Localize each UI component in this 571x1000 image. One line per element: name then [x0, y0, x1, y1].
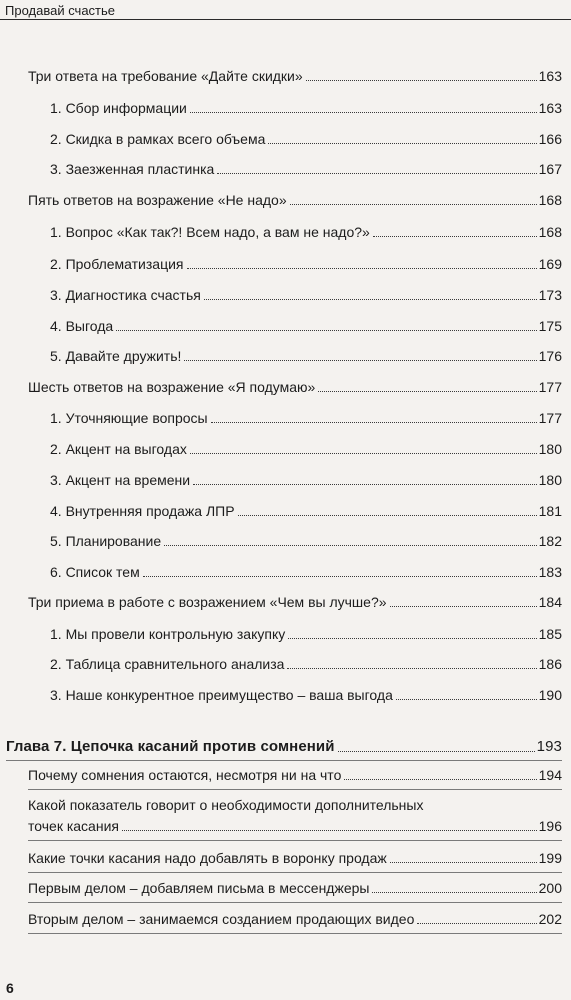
toc-entry: [50, 502, 562, 520]
toc-entry: [28, 910, 562, 928]
toc-entry-label: 3. Заезженная пластинка: [50, 161, 215, 177]
toc-entry: [50, 655, 562, 673]
toc-entry-page: 176: [538, 348, 562, 364]
toc-entry: [28, 593, 562, 611]
entry-underline: [28, 840, 562, 841]
chapter-heading: [6, 738, 562, 756]
toc-entry-label: Почему сомнения остаются, несмотря ни на что: [28, 767, 342, 783]
toc-entry-label: 5. Планирование: [50, 533, 162, 549]
toc-entry-label: Первым делом – добавляем письма в мессенджеры: [28, 880, 370, 896]
toc-entry: [28, 191, 562, 209]
dot-leader: [287, 668, 536, 669]
toc-entry-page: 180: [538, 472, 562, 488]
chapter-page: 193: [536, 738, 562, 755]
toc-entry: [28, 766, 562, 784]
dot-leader: [290, 204, 537, 205]
toc-entry-label: 2. Проблематизация: [50, 256, 184, 272]
running-header: [0, 0, 571, 22]
toc-entry-label: Три приема в работе с возражением «Чем вы лучше?»: [28, 594, 387, 610]
toc-entry: [28, 817, 562, 835]
toc-entry-label: точек касания: [28, 818, 119, 834]
dot-leader: [417, 923, 536, 924]
toc-entry: [50, 99, 562, 117]
dot-leader: [238, 515, 537, 516]
entry-underline: [28, 933, 562, 934]
toc-entry-page: 180: [538, 441, 562, 457]
toc-entry-label: 1. Мы провели контрольную закупку: [50, 626, 286, 642]
dot-leader: [184, 360, 536, 361]
toc-entry-label: Пять ответов на возражение «Не надо»: [28, 192, 287, 208]
dot-leader: [143, 576, 537, 577]
toc-entry-label: 2. Таблица сравнительного анализа: [50, 656, 285, 672]
book-title: Продавай счастье: [5, 3, 116, 18]
dot-leader: [318, 391, 536, 392]
toc-entry-page: 166: [538, 131, 562, 147]
toc-entry-label: 2. Акцент на выгодах: [50, 441, 187, 457]
toc-entry-page: 202: [538, 911, 562, 927]
dot-leader: [164, 545, 537, 546]
dot-leader: [390, 862, 537, 863]
toc-entry-page: 196: [538, 818, 562, 834]
toc-entry-page: 200: [538, 880, 562, 896]
toc-entry-label: Три ответа на требование «Дайте скидки»: [28, 68, 303, 84]
dot-leader: [187, 268, 537, 269]
toc-entry-page: 190: [538, 687, 562, 703]
toc-entry-label: 3. Наше конкурентное преимущество – ваша выгода: [50, 687, 393, 703]
dot-leader: [116, 330, 536, 331]
toc-entry-page: 185: [538, 626, 562, 642]
toc-entry: [28, 879, 562, 897]
dot-leader: [338, 751, 535, 752]
toc-entry: [50, 223, 562, 241]
dot-leader: [190, 112, 537, 113]
dot-leader: [122, 830, 537, 831]
header-rule: [0, 19, 571, 20]
toc-entry-page: 177: [538, 410, 562, 426]
toc-entry: [50, 563, 562, 581]
dot-leader: [190, 453, 537, 454]
toc-entry-label: 4. Выгода: [50, 318, 114, 334]
toc-entry-page: 168: [538, 224, 562, 240]
toc-entry: [50, 317, 562, 335]
dot-leader: [396, 699, 537, 700]
toc-entry-page: 163: [538, 68, 562, 84]
page-number: 6: [6, 980, 14, 996]
toc-entry-page: 182: [538, 533, 562, 549]
toc-entry-label: Шесть ответов на возражение «Я подумаю»: [28, 379, 316, 395]
toc-entry: [50, 286, 562, 304]
dot-leader: [306, 80, 537, 81]
dot-leader: [211, 422, 537, 423]
toc-entry-page: 186: [538, 656, 562, 672]
toc-entry: [50, 440, 562, 458]
toc-entry: [50, 625, 562, 643]
entry-underline: [28, 789, 562, 790]
chapter-title: Глава 7. Цепочка касаний против сомнений: [6, 738, 335, 755]
toc-entry: [50, 255, 562, 273]
toc-entry: [50, 686, 562, 704]
toc-entry-label: 3. Акцент на времени: [50, 472, 191, 488]
toc-entry-label: 2. Скидка в рамках всего объема: [50, 131, 266, 147]
toc-entry: [50, 409, 562, 427]
toc-entry-page: 181: [538, 503, 562, 519]
toc-entry: [28, 849, 562, 867]
toc-entry-page: 194: [538, 767, 562, 783]
toc-entry-page: 163: [538, 100, 562, 116]
toc-entry: [50, 160, 562, 178]
dot-leader: [268, 143, 536, 144]
toc-entry-page: 167: [538, 161, 562, 177]
toc-entry-label: 1. Уточняющие вопросы: [50, 410, 208, 426]
toc-entry: [28, 67, 562, 85]
toc-entry-page: 183: [538, 564, 562, 580]
toc-entry-page: 199: [538, 850, 562, 866]
dot-leader: [372, 892, 536, 893]
toc-entry-label: Какие точки касания надо добавлять в воронку продаж: [28, 850, 387, 866]
toc-entry: [50, 471, 562, 489]
dot-leader: [390, 606, 537, 607]
toc-entry: [50, 130, 562, 148]
toc-entry-label: 3. Диагностика счастья: [50, 287, 201, 303]
toc-entry-page: 175: [538, 318, 562, 334]
toc-entry-page: 168: [538, 192, 562, 208]
toc-entry-label: 5. Давайте дружить!: [50, 348, 182, 364]
toc-entry-page: 169: [538, 256, 562, 272]
entry-underline: [28, 902, 562, 903]
entry-underline: [28, 872, 562, 873]
dot-leader: [288, 638, 536, 639]
toc-entry-label: 1. Вопрос «Как так?! Всем надо, а вам не надо?»: [50, 224, 370, 240]
toc-entry-page: 173: [538, 287, 562, 303]
toc-entry: [28, 378, 562, 396]
dot-leader: [373, 236, 537, 237]
toc-entry-page: 177: [538, 379, 562, 395]
toc-entry-label: 4. Внутренняя продажа ЛПР: [50, 503, 235, 519]
toc-entry-page: 184: [538, 594, 562, 610]
dot-leader: [193, 484, 537, 485]
toc-entry-label: 1. Сбор информации: [50, 100, 187, 116]
dot-leader: [344, 779, 536, 780]
toc-entry-label: 6. Список тем: [50, 564, 140, 580]
toc-entry: [50, 532, 562, 550]
toc-entry-label-line1: Какой показатель говорит о необходимости дополнительных: [28, 797, 424, 813]
dot-leader: [217, 173, 536, 174]
dot-leader: [204, 299, 537, 300]
toc-entry-label: Вторым делом – занимаемся созданием продающих видео: [28, 911, 415, 927]
toc-entry: [50, 347, 562, 365]
chapter-underline: [6, 760, 562, 761]
